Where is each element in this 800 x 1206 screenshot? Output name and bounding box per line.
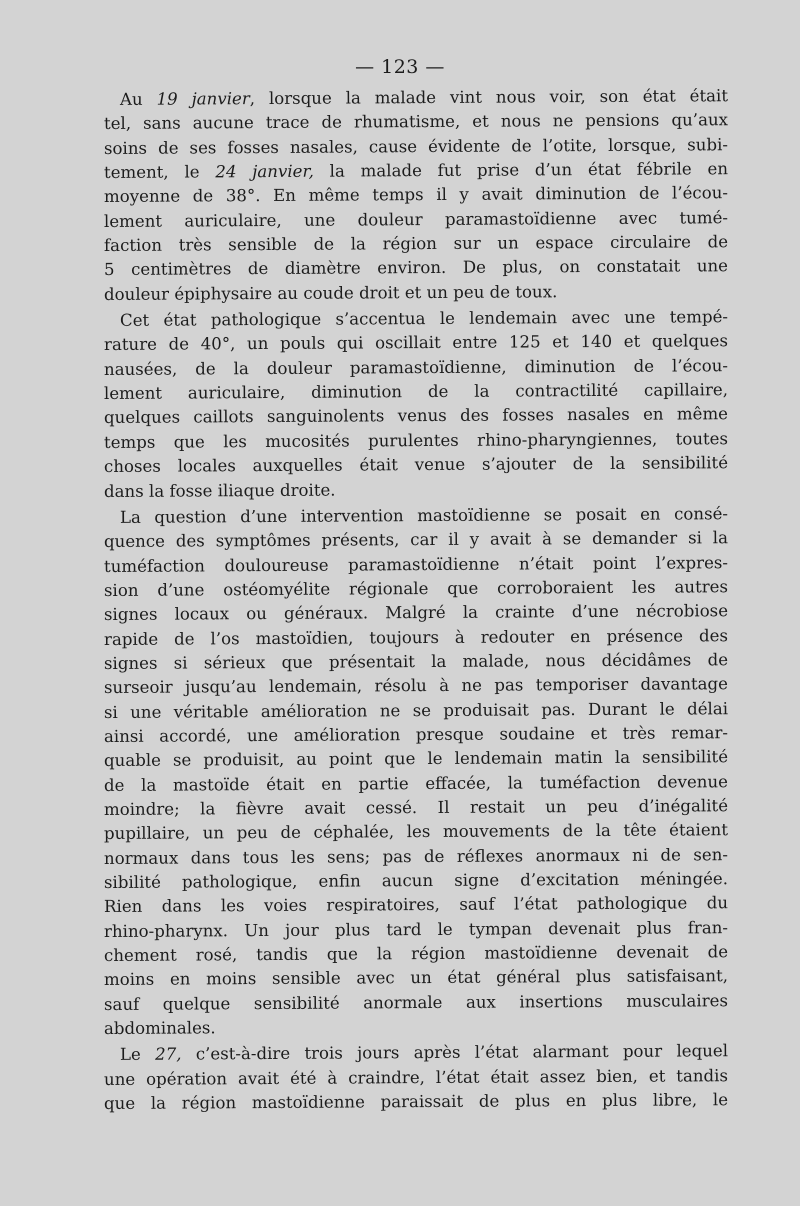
text-line: soins de ses fosses nasales, cause évidente de l’otite, lorsque, subi- [103,134,729,158]
text-line: quable se produisit, au point que le lendemain matin la sensibilité [103,747,729,771]
text-line: pupillaire, un peu de céphalée, les mouvements de la tête étaient [103,820,729,844]
text-line: Au 19 janvier, lorsque la malade vint nous voir, son état était [119,86,729,109]
italic-date: 24 janvier, [215,161,314,182]
text-line: temps que les mucosités purulentes rhino-pharyngiennes, toutes [103,429,729,452]
text-line: douleur épiphysaire au coude droit et un peu de toux. [103,281,558,304]
text-line: faction très sensible de la région sur un espace circulaire de [103,232,729,256]
paragraph [104,309,728,504]
text-line: tuméfaction douloureuse paramastoïdienne n’était point l’expres- [103,552,729,576]
text-line: moindre; la fièvre avait cessé. Il restait un peu d’inégalité [103,796,729,819]
text-line: Cet état pathologique s’accentua le lendemain avec une tempé- [119,307,729,330]
text-line: si une véritable amélioration ne se produisait pas. Durant le délai [103,698,729,722]
text-line: rature de 40°, un pouls qui oscillait entre 125 et 140 et quelques [103,331,729,355]
text-line: lement auriculaire, diminution de la contractilité capillaire, [103,380,729,404]
text-line: signes locaux ou généraux. Malgré la crainte d’une nécrobiose [103,601,729,625]
text-line: choses locales auxquelles était venue s’ajouter de la sensibilité [103,453,729,477]
text-line: moyenne de 38°. En même temps il y avait diminution de l’écou- [103,183,729,207]
italic-date: 27, [155,1044,182,1065]
text-line: de la mastoïde était en partie effacée, la tuméfaction devenue [103,771,729,795]
text-line: lement auriculaire, une douleur paramastoïdienne avec tumé- [103,207,729,231]
text-line: ainsi accordé, une amélioration presque soudaine et très remar- [103,723,729,746]
text-line: sibilité pathologique, enfin aucun signe d’excitation méningée. [103,869,729,892]
italic-date: 19 janvier [156,89,250,109]
text-line: Le 27, c’est-à-dire trois jours après l’état alarmant pour lequel [119,1041,729,1065]
text-line: signes si sérieux que présentait la malade, nous décidâmes de [103,650,729,673]
text-line: sauf quelque sensibilité anormale aux insertions musculaires [103,990,729,1014]
text-line: moins en moins sensible avec un état général plus satisfaisant, [103,966,729,990]
text-line: rapide de l’os mastoïdien, toujours à redouter en présence des [103,625,729,649]
body-text [104,88,728,1116]
text-line: nausées, de la douleur paramastoïdienne, diminution de l’écou- [103,355,729,379]
text-line: quence des symptômes présents, car il y avait à se demander si la [103,528,729,552]
text-line: Rien dans les voies respiratoires, sauf l’état pathologique du [103,893,729,917]
text-line: rhino-pharynx. Un jour plus tard le tympan devenait plus fran- [103,917,729,941]
text-line: quelques caillots sanguinolents venus des fosses nasales en même [103,404,729,428]
text-line: 5 centimètres de diamètre environ. De plus, on constatait une [103,256,729,280]
paragraph [104,506,728,1042]
text-line: surseoir jusqu’au lendemain, résolu à ne pas temporiser davantage [103,674,729,698]
paragraph [104,1043,728,1116]
text-line: tement, le 24 janvier, la malade fut prise d’un état fébrile en [103,159,729,183]
text-line: que la région mastoïdienne paraissait de plus en plus libre, le [103,1090,729,1114]
text-line: une opération avait été à craindre, l’état était assez bien, et tandis [103,1065,729,1089]
text-line: abdominales. [103,1018,216,1039]
text-line: tel, sans aucune trace de rhumatisme, et nous ne pensions qu’aux [103,110,729,134]
page-number: — 123 — [355,56,445,78]
text-line: dans la fosse iliaque droite. [103,480,336,501]
text-line: normaux dans tous les sens; pas de réflexes anormaux ni de sen- [103,844,729,868]
text-line: La question d’une intervention mastoïdienne se posait en consé- [119,504,729,527]
text-line: sion d’une ostéomyélite régionale que corroboraient les autres [103,577,729,600]
paragraph [104,88,728,307]
text-line: chement rosé, tandis que la région mastoïdienne devenait de [103,942,729,966]
